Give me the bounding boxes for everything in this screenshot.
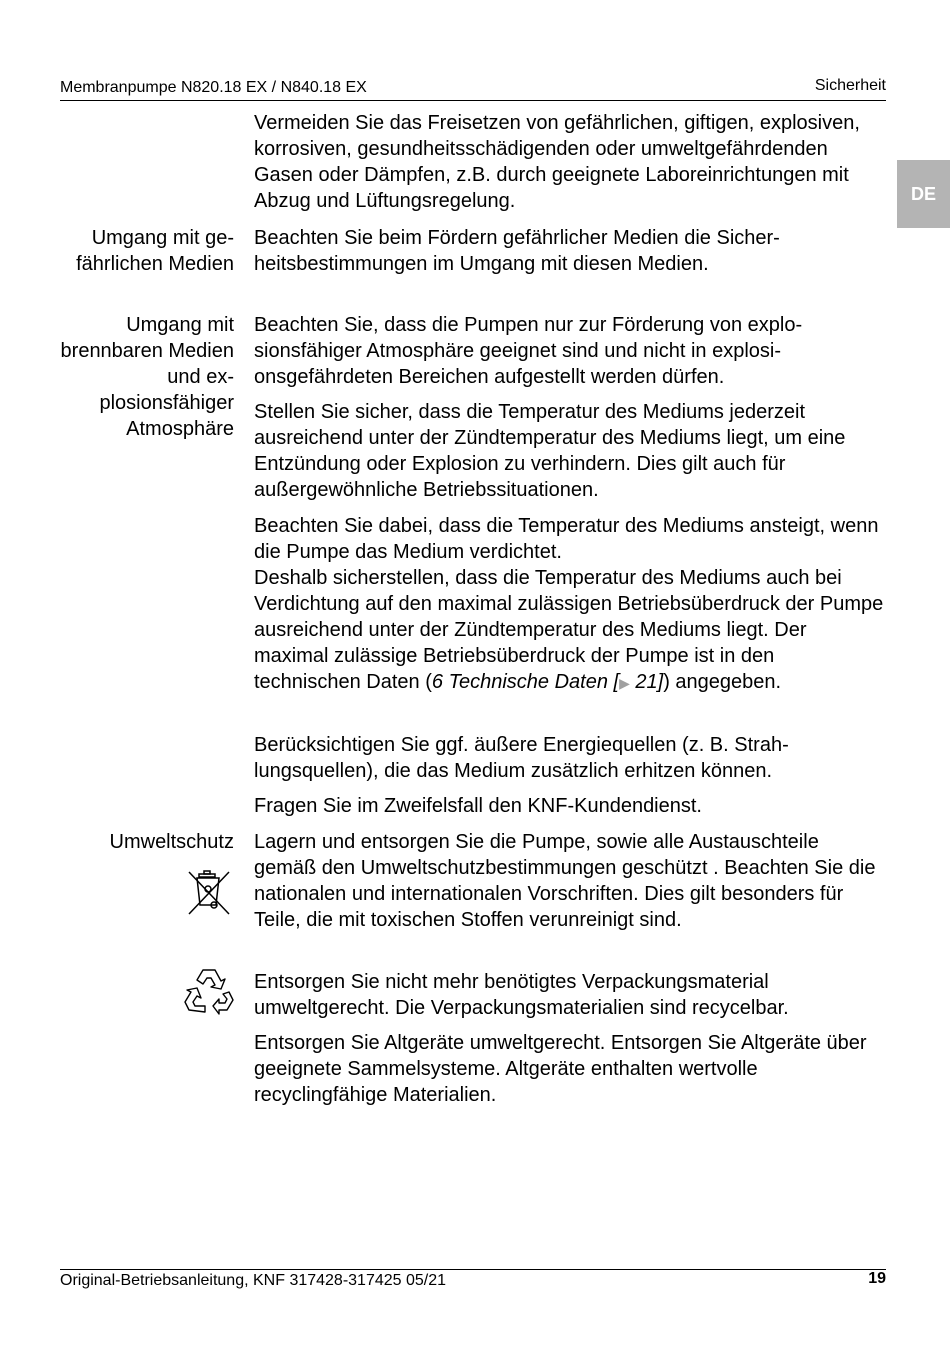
flammable-media-paragraph-3-suffix: ) angegeben. xyxy=(663,671,782,693)
environment-paragraph-1: Lagern und entsorgen Sie die Pumpe, sowie alle Austauschteile gemäß den Umweltschutzbestimmungen geschützt . Beachten Sie die nationalen und internationalen Vorschriften. Dies gilt besonders für Teile, die mit toxischen Stoffen verunreinigt sind. xyxy=(254,831,876,931)
header-section-title: Sicherheit xyxy=(814,77,886,94)
technical-data-link-text: 6 Technische Daten xyxy=(431,671,608,693)
recycling-icon xyxy=(183,966,235,1016)
dangerous-media-label: Umgang mit gefährlichen Medien xyxy=(76,227,234,275)
flammable-media-label: Umgang mit brennbaren Medien und explosionsfähiger Atmosphäre xyxy=(60,314,234,440)
flammable-media-paragraph-3 xyxy=(254,513,884,696)
header-divider xyxy=(60,100,886,101)
language-tab: DE xyxy=(897,160,950,228)
dangerous-media-paragraph: Beachten Sie beim Fördern gefährlicher Medien die Sicherheitsbestimmungen im Umgang mit diesen Medien. xyxy=(254,227,780,275)
intro-paragraph: Vermeiden Sie das Freisetzen von gefährlichen, giftigen, explosiven, korrosiven, gesundheitsschädigenden oder umweltgefährdenden Gasen oder Dämpfen, z.B. durch geeignete Laboreinrichtungen mit Abzug und Lüftungsregelung. xyxy=(254,112,860,212)
footer-document-id: Original-Betriebsanleitung, KNF 317428-317425 05/21 xyxy=(60,1272,447,1289)
header-document-title: Membranpumpe N820.18 EX / N840.18 EX xyxy=(60,79,367,96)
flammable-media-paragraph-4: Berücksichtigen Sie ggf. äußere Energiequellen (z. B. Strahlungsquellen), die das Medium zusätzlich erhitzen können. xyxy=(254,734,789,782)
flammable-media-paragraph-5: Fragen Sie im Zweifelsfall den KNF-Kundendienst. xyxy=(254,795,702,817)
crossed-out-wheelie-bin-icon xyxy=(186,869,232,917)
environment-paragraph-2: Entsorgen Sie nicht mehr benötigtes Verpackungsmaterial umweltgerecht. Die Verpackungsmaterialien sind recycelbar. xyxy=(254,971,789,1019)
flammable-media-paragraph-3-line-2: Deshalb sicherstellen, dass die Temperatur des Mediums auch bei Verdichtung auf den maximal zulässigen Betriebsüberdruck der Pumpe ausreichend unter der Zündtemperatur des Mediums liegt. Der maximal zulässige Betriebsüberdruck der Pumpe ist in den technischen Daten ( xyxy=(254,567,884,693)
page-number: 19 xyxy=(868,1270,886,1287)
technical-data-link-page: 21] xyxy=(629,671,664,693)
flammable-media-paragraph-2: Stellen Sie sicher, dass die Temperatur des Mediums jederzeit ausreichend unter der Zündtemperatur des Mediums liegt, um eine Entzündung oder Explosion zu verhindern. Dies gilt auch für außergewöhnliche Betriebssituationen. xyxy=(254,401,846,501)
environment-paragraph-3: Entsorgen Sie Altgeräte umweltgerecht. Entsorgen Sie Altgeräte über geeignete Sammelsysteme. Altgeräte enthalten wertvolle recyclingfähige Materialien. xyxy=(254,1032,867,1106)
technical-data-link[interactable] xyxy=(432,671,663,693)
environment-label: Umweltschutz xyxy=(109,831,234,853)
footer-divider xyxy=(60,1269,886,1270)
page-ref-arrow-icon: ▶ xyxy=(619,675,630,691)
technical-data-link-bracket: [ xyxy=(613,671,620,693)
flammable-media-paragraph-1: Beachten Sie, dass die Pumpen nur zur Förderung von explosionsfähiger Atmosphäre geeignet sind und nicht in explosionsgefährdeten Bereichen aufgestellt werden dürfen. xyxy=(254,314,803,388)
flammable-media-paragraph-3-line-1: Beachten Sie dabei, dass die Temperatur des Mediums ansteigt, wenn die Pumpe das Medium verdichtet. xyxy=(254,515,879,563)
